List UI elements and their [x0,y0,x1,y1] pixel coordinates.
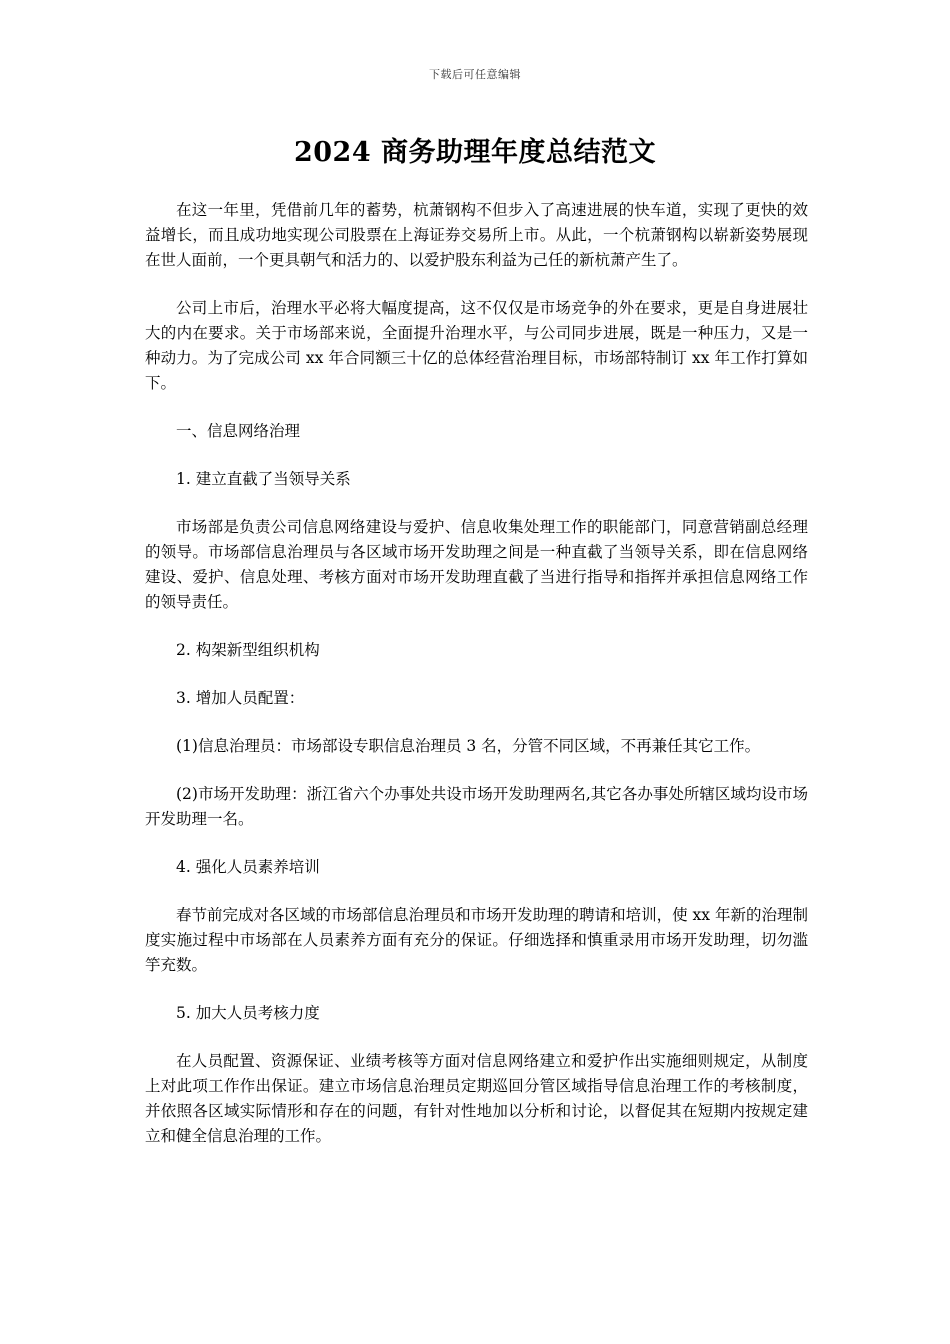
paragraph-market-department: 市场部是负责公司信息网络建设与爱护、信息收集处理工作的职能部门，同意营销副总经理的领导。市场部信息治理员与各区域市场开发助理之间是一种直截了当领导关系，即在信息网络建设、爱护、信息处理、考核方面对市场开发助理直截了当进行指导和指挥并承担信息网络工作的领导责任。 [145,518,808,611]
subheading-organization: 2. 构架新型组织机构 [176,641,320,659]
header-note: 下载后可任意编辑 [429,68,521,81]
paragraph-assessment: 在人员配置、资源保证、业绩考核等方面对信息网络建立和爱护作出实施细则规定，从制度上对此项工作作出保证。建立市场信息治理员定期巡回分管区域指导信息治理工作的考核制度，并依照各区域实际情形和存在的问题，有针对性地加以分析和讨论，以督促其在短期内按规定建立和健全信息治理的工作。 [145,1052,808,1145]
subheading-training: 4. 强化人员素养培训 [176,858,320,876]
list-item-market-assistant: (2)市场开发助理：浙江省六个办事处共设市场开发助理两名,其它各办事处所辖区域均设市场开发助理一名。 [145,785,808,828]
subheading-staffing: 3. 增加人员配置： [176,689,305,707]
document-title: 2024 商务助理年度总结范文 [293,137,657,168]
document-body [145,198,808,1172]
subheading-assessment: 5. 加大人员考核力度 [176,1004,320,1022]
list-item-info-manager: (1)信息治理员：市场部设专职信息治理员 3 名，分管不同区域，不再兼任其它工作。 [176,737,761,755]
paragraph-listing-plan: 公司上市后，治理水平必将大幅度提高，这不仅仅是市场竞争的外在要求，更是自身进展壮大的内在要求。关于市场部来说，全面提升治理水平，与公司同步进展，既是一种压力，又是一种动力。为了完成公司 xx 年合同额三十亿的总体经营治理目标，市场部特制订 xx 年工作打算如下。 [145,299,808,392]
paragraph-training: 春节前完成对各区域的市场部信息治理员和市场开发助理的聘请和培训，使 xx 年新的治理制度实施过程中市场部在人员素养方面有充分的保证。仔细选择和慎重录用市场开发助理，切勿滥竽充数。 [145,906,808,974]
subheading-direct-leadership: 1. 建立直截了当领导关系 [176,470,351,488]
paragraph-intro: 在这一年里，凭借前几年的蓄势，杭萧钢构不但步入了高速进展的快车道，实现了更快的效益增长，而且成功地实现公司股票在上海证券交易所上市。从此，一个杭萧钢构以崭新姿势展现在世人面前，一个更具朝气和活力的、以爱护股东利益为己任的新杭萧产生了。 [145,201,808,269]
section-heading-info-network: 一、信息网络治理 [176,422,301,440]
